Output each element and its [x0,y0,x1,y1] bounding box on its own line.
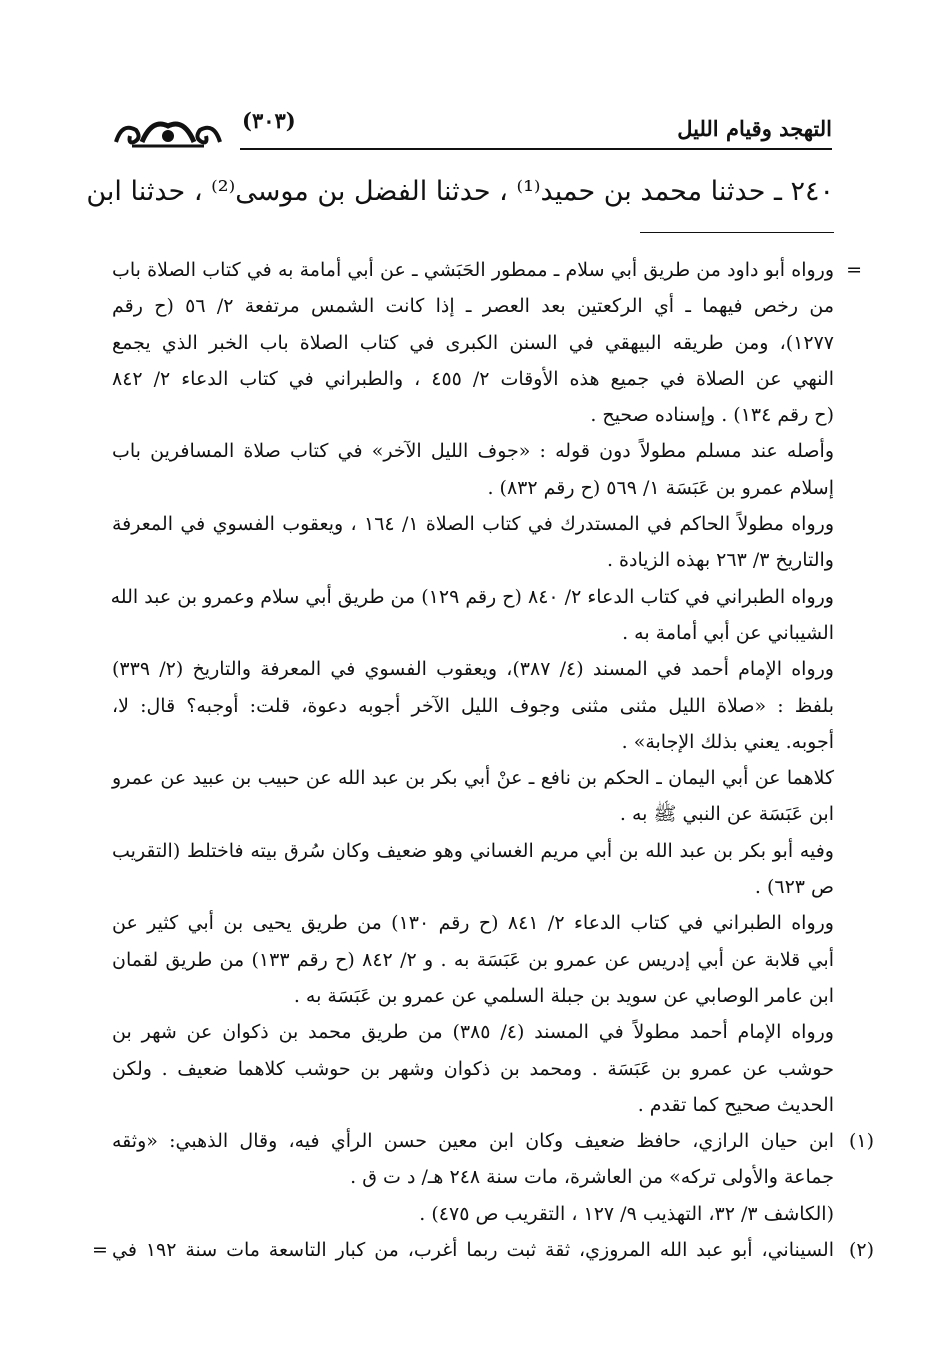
note-line-text: الحديث صحيح كما تقدم . [637,1093,834,1116]
page-header [112,108,832,152]
footnote-1-line [112,1123,874,1159]
note-line-text: ١٢٧٧)، ومن طريقه البيهقي في السنن الكبرى في كتاب الصلاة باب الخبر الذي يجمع [112,331,834,354]
note-line [112,325,834,361]
footnote-line-text: (الكاشف ٣/ ٣٢، التهذيب ٩/ ١٢٧ ، التقريب ص ٤٧٥) . [419,1202,834,1225]
note-line [112,651,834,687]
note-line-text: النهي عن الصلاة في جميع هذه الأوقات ٢/ ٤٥٥ ، والطبراني في كتاب الدعاء ٢/ ٨٤٢ [112,367,834,390]
note-line-text: الشيباني عن أبي أمامة به . [622,621,834,644]
note-line-text: ورواه الإمام أحمد في المسند (٤/ ٣٨٧)، ويعقوب الفسوي في المعرفة والتاريخ (٢/ ٣٣٩) [112,658,834,681]
footnote-line-text: السيناني، أبو عبد الله المروزي، ثقة ثبت ربما أغرب، من كبار التاسعة مات سنة ١٩٢ في [112,1239,834,1262]
note-line [112,615,834,651]
note-line-text: ابن عَبَسَة عن النبي ﷺ به . [619,803,834,826]
note-line-text: ابن عامر الوصابي عن سويد بن جبلة السلمي عن عمرو بن عَبَسَة به . [293,984,834,1007]
note-line [112,542,834,578]
note-line-text: ورواه الطبراني في كتاب الدعاء ٢/ ٨٤١ (ح رقم ١٣٠) من طريق يحيى بن أبي كثير عن [112,912,834,935]
note-line-text: وفيه أبو بكر بن عبد الله بن أبي مريم الغساني وهو ضعيف وكان سُرق بيته فاختلط (التقريب [112,839,834,862]
note-line-text: والتاريخ ٣/ ٢٦٣ بهذه الزيادة . [606,549,834,572]
note-line-text: (ح رقم ١٣٤) . وإسناده صحيح . [590,404,834,427]
hadith-240-text: ٢٤٠ ـ حدثنا محمد بن حميد⁽¹⁾ ، حدثنا الفضل بن موسى⁽²⁾ ، حدثنا ابن [86,176,834,207]
note-line [112,942,834,978]
footnote-line-text: ابن حيان الرازي، حافظ ضعيف وكان ابن معين حسن الرأي فيه، وقال الذهبي: «وثقه [112,1130,834,1153]
footnote-number: (٢) [848,1239,874,1262]
running-title: التهجد وقيام الليل [677,116,832,141]
note-line-text: حوشب عن عمرو بن عَبَسَة . ومحمد بن ذكوان وشهر بن حوشب كلاهما ضعيف . ولكن [112,1057,834,1080]
note-line [112,688,834,724]
footnote-separator [640,232,834,233]
footnote-line-text: جماعة والأولى تركه» من العاشرة، مات سنة ٢٤٨ هـ/ د ت ق . [350,1166,834,1189]
note-line [112,252,862,288]
note-line-text: كلاهما عن أبي اليمان ـ الحكم بن نافع ـ عنْ أبي بكر بن عبد الله عن حبيب بن عبيد عن عمرو [112,767,834,790]
note-line [112,760,834,796]
note-line [112,978,834,1014]
note-line-text: ورواه الطبراني في كتاب الدعاء ٢/ ٨٤٠ (ح رقم ١٢٩) من طريق أبي سلام وعمرو بن عبد الله [110,585,834,608]
decorative-ornament-icon [112,112,224,152]
footnote-1-line [112,1196,834,1232]
note-line [112,1087,834,1123]
footnote-2-line [92,1232,874,1268]
footnote-1-line [112,1159,834,1195]
note-line [112,433,834,469]
note-line-text: إسلام عمرو بن عَبَسَة ١/ ٥٦٩ (ح رقم ٨٣٢) . [487,476,834,499]
note-line-text: أبي قلابة عن أبي إدريس عن عمرو بن عَبَسَة به . و ٢/ ٨٤٢ (ح رقم ١٣٣) من طريق لقمان [112,948,834,971]
note-line-text: بلفظ : «صلاة الليل مثنى مثنى وجوف الليل الآخر أجوبه دعوة، قلت: أوجبه؟ قال: لا، [112,694,834,717]
note-line-text: ورواه الإمام أحمد مطولاً في المسند (٤/ ٣٨٥) من طريق محمد بن ذكوان عن شهر بن [112,1021,834,1044]
note-line [112,724,834,760]
note-line [112,796,834,832]
note-line [112,470,834,506]
note-line [112,397,834,433]
note-line [112,833,834,869]
footnote-number: (١) [848,1130,874,1153]
note-line [112,288,834,324]
note-line-text: ورواه أبو داود من طريق أبي سلام ـ ممطور الحَبَشي ـ عن أبي أمامة به في كتاب الصلاة باب [112,259,834,281]
note-line [112,869,834,905]
note-line [112,361,834,397]
note-line [112,579,834,615]
note-line [112,506,834,542]
note-line [112,1014,834,1050]
note-line-text: وأصله عند مسلم مطولاً دون قوله : «جوف الليل الآخر» في كتاب صلاة المسافرين باب [112,440,834,463]
continuation-mark: = [92,1239,108,1262]
continuation-mark: = [846,259,862,281]
page-number: (٣٠٣) [242,108,296,133]
notes-section [92,252,874,1268]
note-line-text: أجوبه. يعني بذلك الإجابة» . [621,730,834,753]
note-line [112,1051,834,1087]
note-line-text: ورواه مطولاً الحاكم في المستدرك في كتاب الصلاة ١/ ١٦٤ ، ويعقوب الفسوي في المعرفة [112,513,834,536]
header-rule [240,148,832,150]
note-line [112,905,834,941]
note-line-text: من رخص فيهما ـ أي الركعتين بعد العصر ـ إذا كانت الشمس مرتفعة ٢/ ٥٦ (ح رقم [112,295,834,318]
note-line-text: ص ٦٢٣) . [754,876,834,899]
